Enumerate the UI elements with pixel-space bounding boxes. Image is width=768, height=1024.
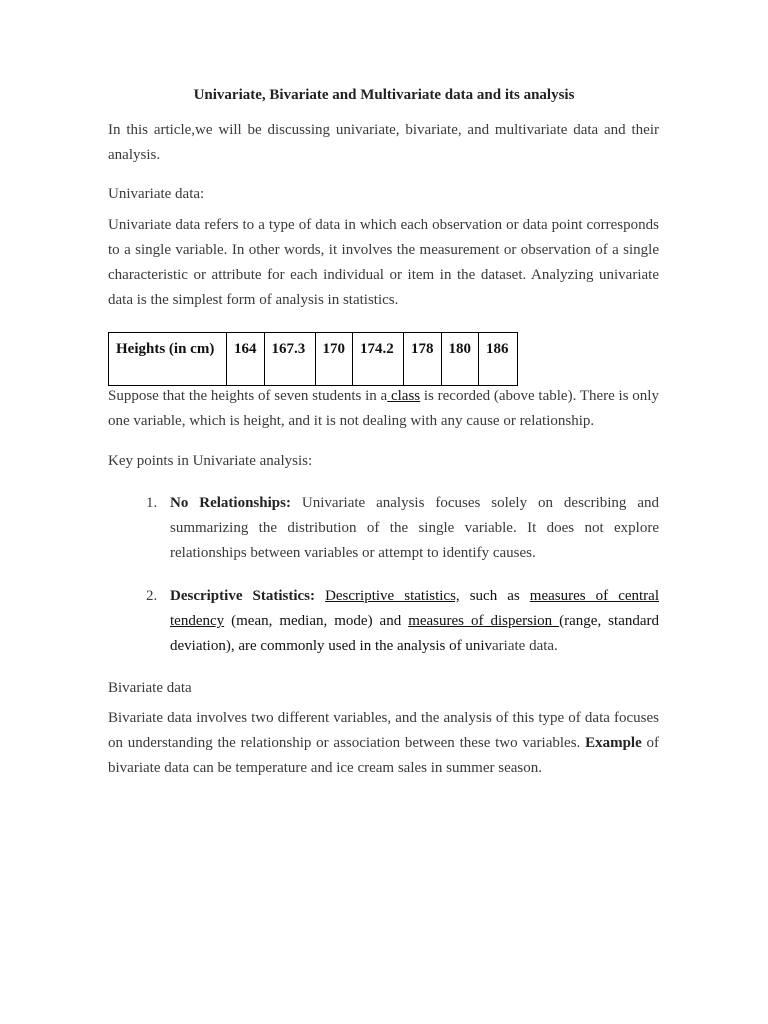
list-text: Univariate analysis focuses solely on describing and summarizing the distribution of the single variable. It does not explore relationships between variables or attempt to identify causes.: [170, 495, 659, 561]
suppose-text-after: is recorded (above table). There is only one variable, which is height, and it is not dealing with any cause or relationship.: [108, 388, 659, 429]
intro-paragraph: In this article,we will be discussing univariate, bivariate, and multivariate data and their analysis.: [108, 122, 659, 163]
central-tendency-link[interactable]: measures of central tendency: [170, 588, 659, 629]
univariate-heading: Univariate data:: [108, 186, 205, 202]
bivariate-text-before: Bivariate data involves two different variables, and the analysis of this type of data focuses on understanding the relationship or association between these two variables.: [108, 710, 659, 751]
list-item-descriptive-statistics: [170, 584, 659, 659]
list-item-no-relationships: [170, 491, 659, 566]
table-cell: 170: [315, 333, 353, 386]
list-text: (mean, median, mode) and: [224, 613, 409, 629]
table-row: [109, 333, 518, 386]
table-cell: 164: [227, 333, 265, 386]
table-cell: 167.3: [264, 333, 315, 386]
class-link[interactable]: class: [387, 388, 421, 404]
keypoints-heading: Key points in Univariate analysis:: [108, 453, 313, 469]
list-number: 1.: [146, 495, 158, 511]
univariate-definition: Univariate data refers to a type of data in which each observation or data point corresponds to a single variable. In other words, it involves the measurement or observation of a single characteristic or attribute for each individual or item in the dataset. Analyzing univariate data is the simplest form of analysis in statistics.: [108, 217, 659, 308]
dispersion-link[interactable]: measures of dispersion: [408, 613, 560, 629]
list-number: 2.: [146, 588, 158, 604]
table-cell: 178: [404, 333, 442, 386]
bivariate-text-after: of bivariate data can be temperature and ice cream sales in summer season.: [108, 735, 659, 776]
bivariate-heading: Bivariate data: [108, 680, 192, 696]
table-cell: 186: [479, 333, 518, 386]
list-text: such as: [459, 588, 530, 604]
list-text: ariate data.: [492, 638, 558, 654]
heights-table: [108, 332, 518, 386]
example-label: Example: [585, 735, 642, 751]
table-header-cell: Heights (in cm): [109, 333, 227, 386]
document-title: Univariate, Bivariate and Multivariate data and its analysis: [193, 87, 575, 103]
descriptive-statistics-link[interactable]: Descriptive statistics,: [325, 588, 460, 604]
bivariate-definition: [108, 706, 659, 781]
list-term: Descriptive Statistics:: [170, 588, 316, 604]
list-text: (range, standard deviation), are commonly used in the analysis of univ: [170, 613, 660, 654]
suppose-paragraph: [108, 384, 659, 434]
suppose-text-before: Suppose that the heights of seven students in a: [108, 388, 388, 404]
list-term: No Relationships:: [170, 495, 291, 511]
table-cell: 180: [441, 333, 479, 386]
table-cell: 174.2: [353, 333, 404, 386]
